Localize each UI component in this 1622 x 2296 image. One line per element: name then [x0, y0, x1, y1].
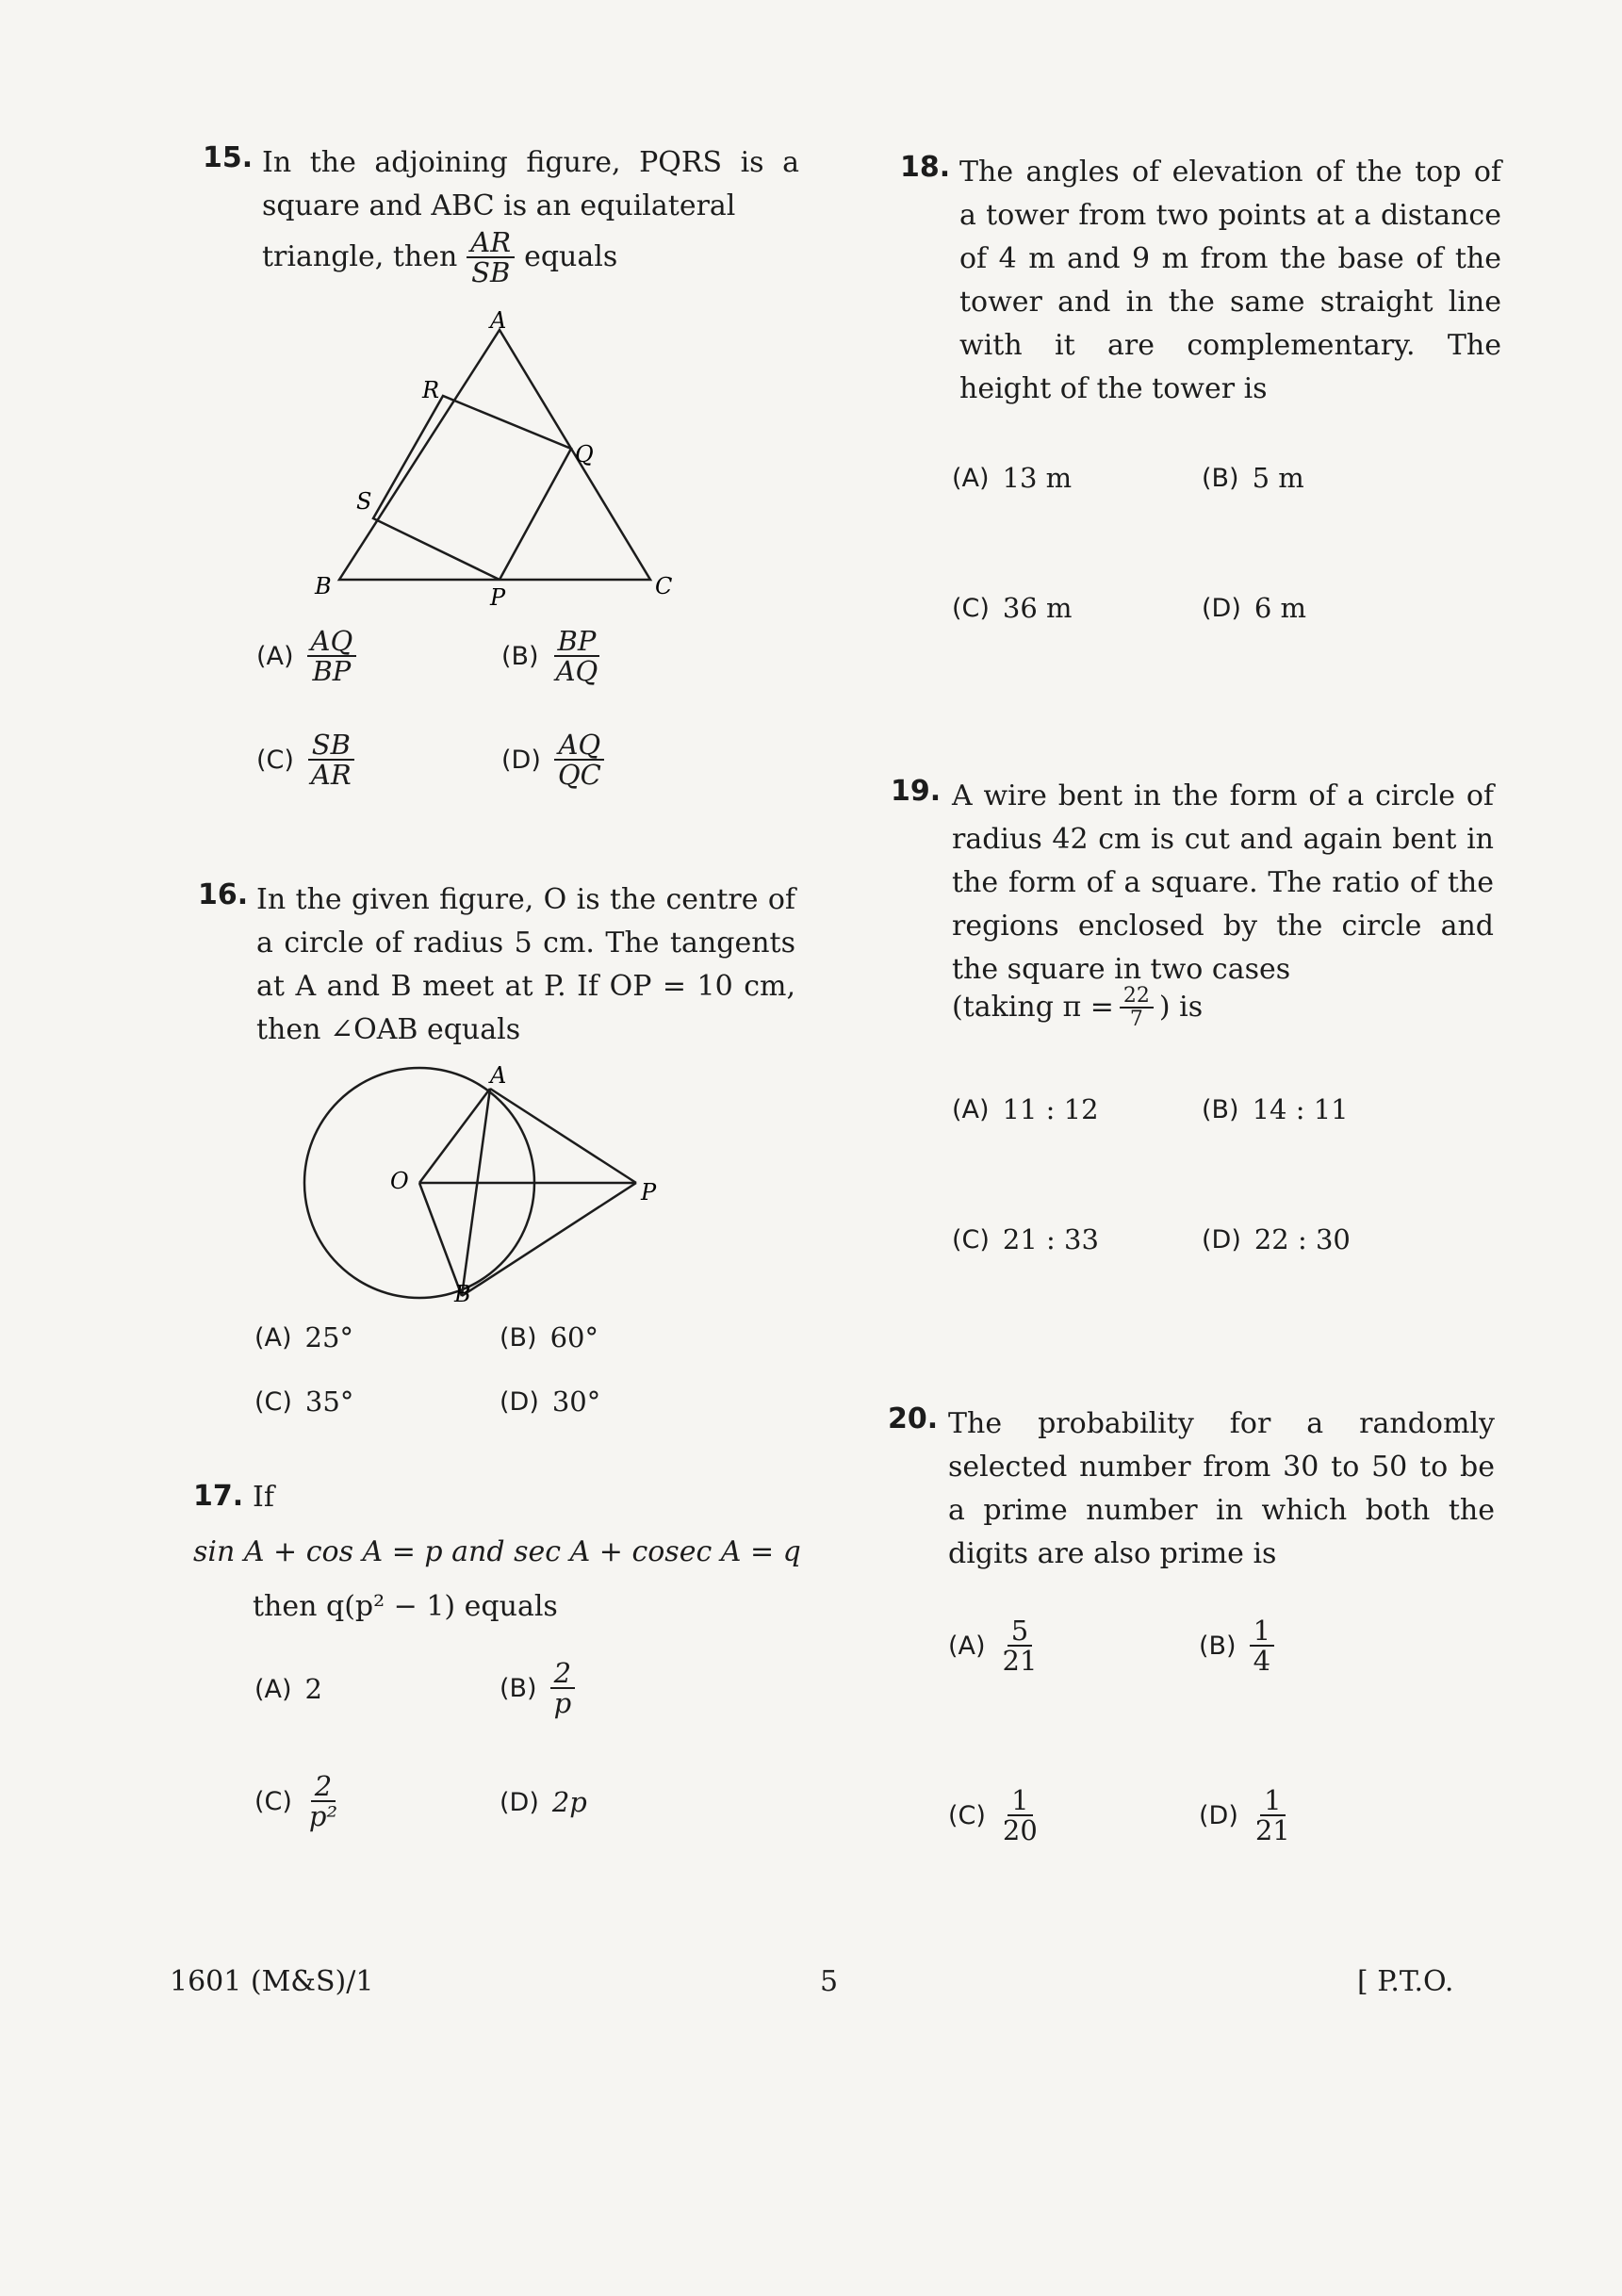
q17-option-c[interactable] [254, 1772, 341, 1831]
q16-option-c-label: (C) [254, 1386, 292, 1417]
q20-option-b-frac [1250, 1616, 1274, 1676]
q15-a-num: AQ [307, 627, 357, 657]
q15-option-b-label: (B) [501, 641, 539, 671]
tangent-pb [462, 1183, 636, 1296]
q17-option-b-label: (B) [500, 1673, 537, 1703]
q15-text-equals: equals [524, 240, 618, 274]
q19-option-c-value: 21 : 33 [1002, 1223, 1099, 1255]
q19-number: 19. [891, 775, 942, 808]
q19-option-d-value: 22 : 30 [1253, 1223, 1351, 1255]
q15-option-d-frac [554, 730, 605, 790]
q20-option-b[interactable] [1199, 1616, 1274, 1676]
q20-b-num: 1 [1250, 1616, 1274, 1647]
q17-option-d-value: 2p [551, 1786, 587, 1818]
q20-option-c[interactable] [948, 1786, 1041, 1845]
q19-pi-num: 22 [1120, 985, 1154, 1009]
tangent-pa [490, 1089, 636, 1183]
q20-number: 20. [888, 1402, 939, 1435]
q17-c-num: 2 [311, 1772, 336, 1802]
q19-option-d-label: (D) [1202, 1224, 1241, 1255]
q20-option-a-frac [999, 1616, 1041, 1676]
label-p: P [641, 1179, 657, 1205]
q20-option-c-frac [999, 1786, 1041, 1845]
q17-line1: sin A + cos A = p and sec A + cosec A = q [193, 1535, 801, 1568]
q19-option-b-value: 14 : 11 [1252, 1093, 1349, 1125]
q18-option-b-value: 5 m [1252, 462, 1304, 494]
q20-option-a-label: (A) [948, 1631, 986, 1661]
q17-option-b[interactable] [500, 1659, 575, 1718]
q17-option-d[interactable] [500, 1786, 587, 1818]
q20-a-den: 21 [1002, 1645, 1038, 1678]
q20-option-d-frac [1252, 1786, 1294, 1845]
q15-option-c-label: (C) [256, 745, 294, 775]
q17-b-num: 2 [550, 1659, 575, 1689]
label-b: B [454, 1281, 471, 1305]
q16-option-a-value: 25° [304, 1321, 353, 1353]
label-a: A [490, 1062, 507, 1089]
q18-option-c-label: (C) [952, 593, 990, 623]
q16-option-d[interactable] [500, 1386, 600, 1418]
q16-option-b-value: 60° [549, 1321, 598, 1353]
q18-option-a-value: 13 m [1002, 462, 1073, 494]
q17-b-den: p [553, 1687, 572, 1720]
q20-option-b-label: (B) [1199, 1631, 1237, 1661]
triangle-abc [339, 330, 650, 580]
q17-option-c-frac [305, 1772, 341, 1831]
q19-taking-line [952, 985, 1203, 1030]
q16-option-b-label: (B) [500, 1322, 537, 1353]
q15-option-a-label: (A) [256, 641, 294, 671]
q15-option-b-frac [552, 627, 602, 686]
footer-page-number: 5 [820, 1965, 839, 1998]
label-r: R [422, 377, 440, 403]
q20-a-num: 5 [1008, 1616, 1032, 1647]
q17-option-a-label: (A) [254, 1674, 292, 1704]
label-b: B [315, 573, 332, 599]
q19-option-b-label: (B) [1202, 1094, 1239, 1124]
label-p: P [490, 584, 506, 611]
q15-option-d-label: (D) [501, 745, 541, 775]
q18-option-d-label: (D) [1202, 593, 1241, 623]
q16-option-b[interactable] [500, 1321, 598, 1353]
label-o: O [390, 1168, 409, 1194]
q15-figure [302, 311, 679, 613]
q15-b-den: AQ [555, 655, 598, 688]
q17-option-a[interactable] [254, 1673, 322, 1705]
q19-option-d[interactable] [1202, 1223, 1351, 1255]
q18-option-c-value: 36 m [1002, 592, 1073, 624]
q19-option-b[interactable] [1202, 1093, 1349, 1125]
q15-text: In the adjoining figure, PQRS is a square and ABC is an equilateral [262, 146, 799, 222]
q18-number: 18. [900, 151, 951, 184]
q20-b-den: 4 [1253, 1645, 1271, 1678]
q18-option-d[interactable] [1202, 592, 1306, 624]
q15-c-num: SB [308, 730, 354, 761]
q15-option-c-frac [307, 730, 355, 790]
q20-text: The probability for a randomly selected number from 30 to 50 to be a prime number in which both the digits are also prime is [948, 1407, 1495, 1570]
q15-c-den: AR [310, 759, 352, 792]
line-ob [419, 1183, 462, 1296]
q15-frac-num: AR [467, 228, 515, 258]
q16-text: In the given figure, O is the centre of a circle of radius 5 cm. The tangents at A and B meet at P. If OP = 10 cm, then ∠OAB equals [256, 883, 795, 1046]
q17-option-d-label: (D) [500, 1787, 539, 1817]
label-s: S [356, 488, 372, 515]
q16-number: 16. [198, 878, 249, 911]
label-c: C [655, 573, 673, 599]
label-q: Q [575, 441, 594, 467]
q19-option-a[interactable] [952, 1093, 1099, 1125]
q16-option-d-value: 30° [551, 1386, 601, 1418]
q19-pi-den: 7 [1129, 1008, 1143, 1032]
q16-option-c-value: 35° [304, 1386, 354, 1418]
q19-text: A wire bent in the form of a circle of radius 42 cm is cut and again bent in the form of a square. The ratio of the regions enclosed by the circle and the square in two cases [952, 779, 1494, 986]
q18-option-a[interactable] [952, 462, 1072, 494]
q15-fraction [467, 228, 515, 287]
q18-text: The angles of elevation of the top of a tower from two points at a distance of 4 m and 9 m from the base of the tower and in the same straight line with it are complementary. The height of the tower is [959, 156, 1501, 405]
q17-c-den: p² [308, 1800, 338, 1833]
q15-text-line2 [262, 228, 617, 287]
q15-option-c[interactable] [256, 730, 355, 790]
q18-option-a-label: (A) [952, 463, 990, 493]
q20-option-c-label: (C) [948, 1800, 986, 1830]
q17-if: If [253, 1481, 274, 1514]
q19-option-c-label: (C) [952, 1224, 990, 1255]
q15-option-a-frac [307, 627, 357, 686]
label-a: A [490, 311, 507, 334]
q18-option-b[interactable] [1202, 462, 1304, 494]
q19-option-a-value: 11 : 12 [1002, 1093, 1099, 1125]
q15-b-num: BP [554, 627, 600, 657]
q15-option-a[interactable] [256, 627, 356, 686]
q20-d-num: 1 [1260, 1786, 1285, 1816]
q15-d-num: AQ [554, 730, 604, 761]
square-pqrs [373, 396, 571, 580]
q15-frac-den: SB [471, 256, 511, 289]
q20-option-d[interactable] [1199, 1786, 1294, 1845]
q16-option-c[interactable] [254, 1386, 353, 1418]
q17-option-c-label: (C) [254, 1786, 292, 1816]
q17-number: 17. [193, 1480, 244, 1513]
q15-a-den: BP [312, 655, 352, 688]
q20-d-den: 21 [1254, 1814, 1290, 1847]
q18-option-d-value: 6 m [1253, 592, 1307, 624]
q16-figure [292, 1060, 669, 1305]
q16-option-a-label: (A) [254, 1322, 292, 1353]
q15-text-then: triangle, then [262, 240, 458, 274]
q20-option-a[interactable] [948, 1616, 1040, 1676]
q18-option-c[interactable] [952, 592, 1073, 624]
q17-option-a-value: 2 [304, 1673, 322, 1705]
q20-option-d-label: (D) [1199, 1800, 1238, 1830]
q19-option-a-label: (A) [952, 1094, 990, 1124]
q17-line2: then q(p² − 1) equals [253, 1590, 558, 1623]
q19-taking-a: (taking π = [952, 991, 1114, 1025]
q16-option-a[interactable] [254, 1321, 353, 1353]
footer-paper-code: 1601 (M&S)/1 [170, 1965, 374, 1998]
q19-option-c[interactable] [952, 1223, 1099, 1255]
q16-option-d-label: (D) [500, 1386, 539, 1417]
q20-c-num: 1 [1008, 1786, 1032, 1816]
q18-option-b-label: (B) [1202, 463, 1239, 493]
q20-c-den: 20 [1002, 1814, 1038, 1847]
q19-taking-b: ) is [1158, 991, 1204, 1025]
q15-number: 15. [203, 141, 254, 174]
q15-option-b[interactable] [501, 627, 601, 686]
q17-option-b-frac [550, 1659, 576, 1718]
q19-pi-frac [1120, 985, 1154, 1030]
footer-pto: [ P.T.O. [1357, 1965, 1454, 1998]
q15-option-d[interactable] [501, 730, 605, 790]
q15-d-den: QC [557, 759, 601, 792]
